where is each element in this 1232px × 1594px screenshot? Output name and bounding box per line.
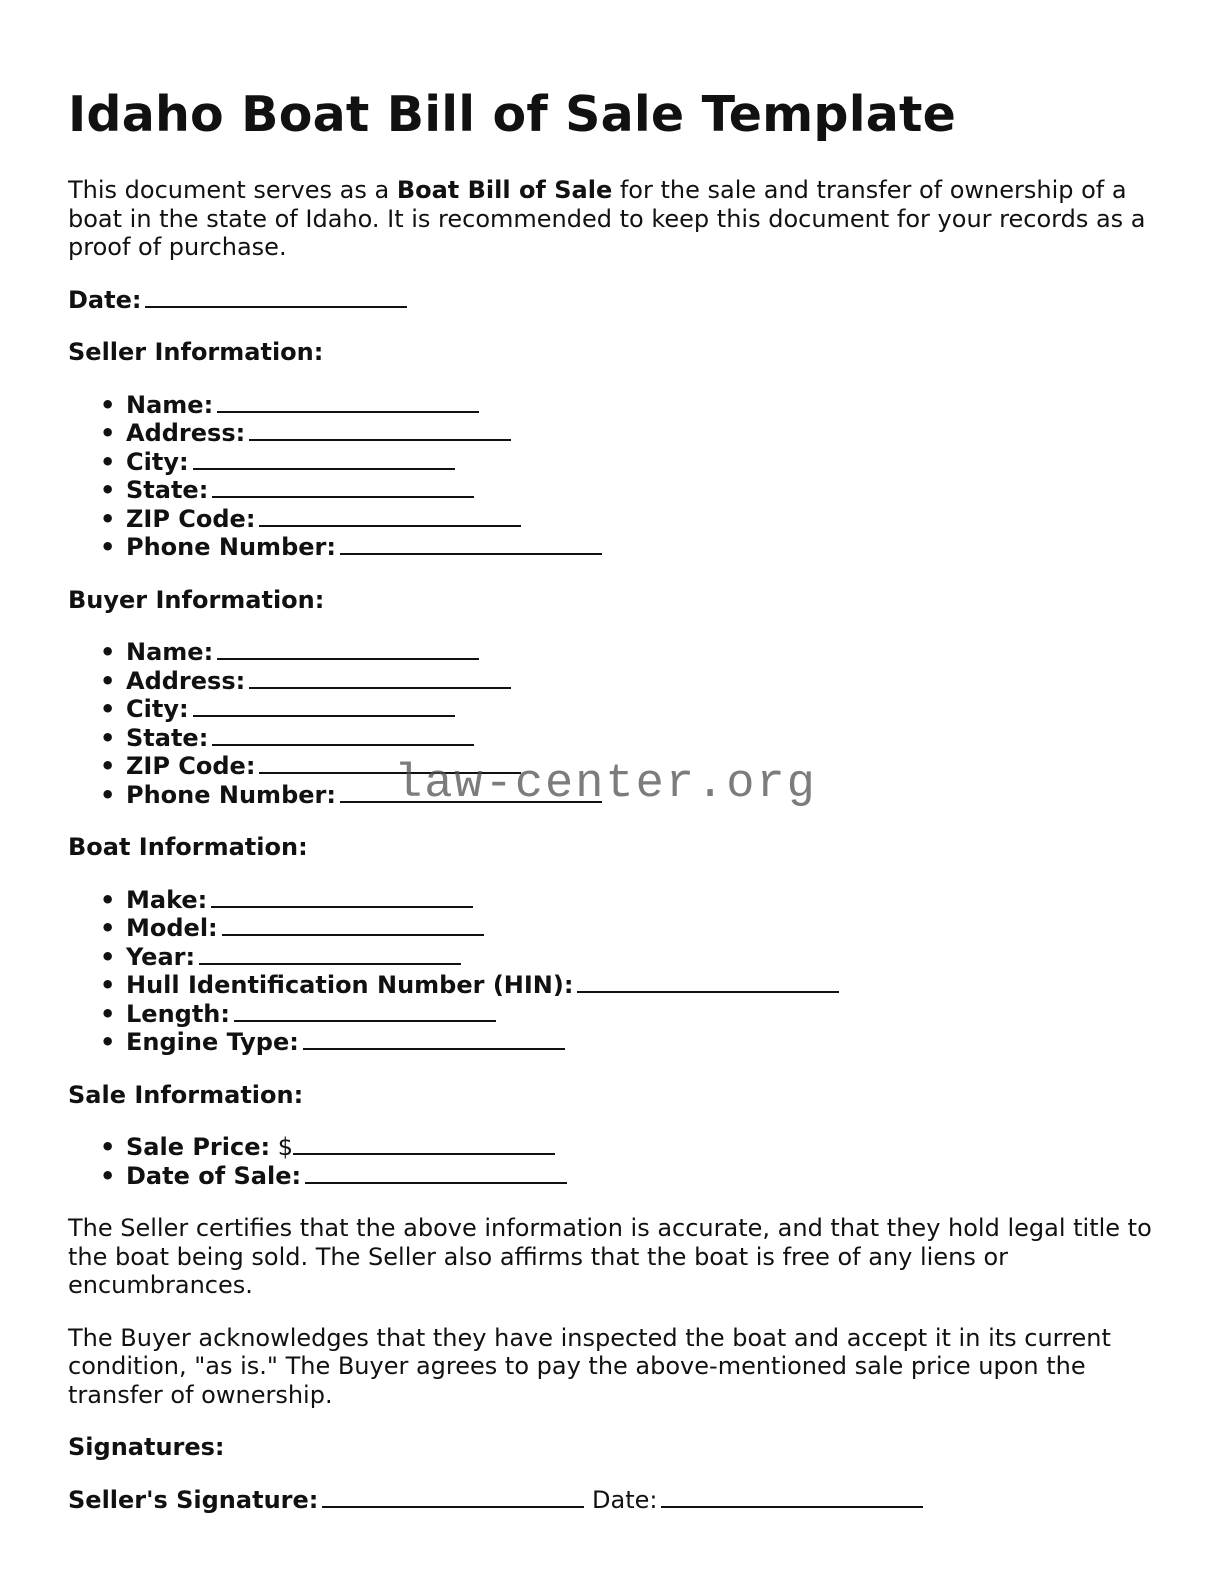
list-item — [68, 1000, 1168, 1029]
boat-heading: Boat Information: — [68, 833, 308, 861]
boat-engine-blank[interactable] — [303, 1030, 565, 1050]
bullet-icon: • — [100, 971, 116, 999]
seller-state-blank[interactable] — [212, 478, 474, 498]
bullet-icon: • — [100, 752, 116, 780]
bullet-icon: • — [100, 999, 116, 1028]
list-item — [68, 943, 1168, 972]
bullet-icon: • — [100, 1133, 116, 1161]
list-item — [68, 724, 1168, 753]
buyer-fields-list — [68, 638, 1168, 809]
document-page — [68, 84, 1168, 1538]
list-item — [68, 1133, 1168, 1162]
intro-text-start: This document serves as a — [68, 176, 397, 204]
sale-fields-list — [68, 1133, 1168, 1190]
seller-signature-line — [68, 1486, 1168, 1515]
boat-hin-blank[interactable] — [577, 973, 839, 993]
date-label: Date: — [68, 285, 142, 314]
bullet-icon: • — [100, 419, 116, 447]
bullet-icon: • — [100, 1028, 116, 1056]
bullet-icon: • — [100, 666, 116, 695]
list-item — [68, 1162, 1168, 1191]
buyer-address-blank[interactable] — [249, 669, 511, 689]
boat-engine-label: Engine Type: — [126, 1028, 299, 1056]
seller-address-label: Address: — [126, 419, 246, 447]
seller-phone-blank[interactable] — [340, 535, 602, 555]
list-item — [68, 419, 1168, 448]
list-item — [68, 695, 1168, 724]
bullet-icon: • — [100, 390, 116, 419]
bullet-icon: • — [100, 723, 116, 752]
buyer-phone-blank[interactable] — [340, 783, 602, 803]
buyer-city-label: City: — [126, 695, 189, 723]
buyer-zip-label: ZIP Code: — [126, 752, 256, 780]
bullet-icon: • — [100, 533, 116, 561]
bullet-icon: • — [100, 476, 116, 504]
seller-name-blank[interactable] — [217, 393, 479, 413]
list-item — [68, 533, 1168, 562]
date-of-sale-label: Date of Sale: — [126, 1161, 302, 1190]
boat-model-blank[interactable] — [222, 916, 484, 936]
buyer-state-label: State: — [126, 723, 209, 752]
buyer-state-blank[interactable] — [212, 726, 474, 746]
bullet-icon: • — [100, 695, 116, 723]
list-item — [68, 1028, 1168, 1057]
intro-text-bold: Boat Bill of Sale — [396, 176, 613, 204]
buyer-city-blank[interactable] — [193, 697, 455, 717]
list-item — [68, 971, 1168, 1000]
bullet-icon: • — [100, 504, 116, 533]
intro-paragraph — [68, 176, 1168, 262]
list-item — [68, 638, 1168, 667]
list-item — [68, 505, 1168, 534]
seller-signature-label: Seller's Signature: — [68, 1485, 319, 1514]
seller-zip-blank[interactable] — [259, 507, 521, 527]
seller-phone-label: Phone Number: — [126, 533, 336, 561]
seller-name-label: Name: — [126, 390, 214, 419]
signatures-heading: Signatures: — [68, 1433, 225, 1461]
seller-state-label: State: — [126, 476, 209, 504]
list-item — [68, 886, 1168, 915]
bullet-icon: • — [100, 1161, 116, 1190]
list-item — [68, 667, 1168, 696]
bullet-icon: • — [100, 638, 116, 666]
list-item — [68, 476, 1168, 505]
list-item — [68, 914, 1168, 943]
seller-address-blank[interactable] — [249, 421, 511, 441]
seller-signature-blank[interactable] — [322, 1488, 584, 1508]
boat-year-label: Year: — [126, 942, 196, 971]
boat-make-label: Make: — [126, 885, 208, 914]
seller-city-blank[interactable] — [193, 450, 455, 470]
signature-date-blank[interactable] — [661, 1488, 923, 1508]
boat-hin-label: Hull Identification Number (HIN): — [126, 971, 574, 999]
list-item — [68, 752, 1168, 781]
list-item — [68, 781, 1168, 810]
date-of-sale-blank[interactable] — [305, 1164, 567, 1184]
boat-model-label: Model: — [126, 914, 218, 942]
list-item — [68, 448, 1168, 477]
boat-fields-list — [68, 886, 1168, 1057]
boat-length-blank[interactable] — [234, 1002, 496, 1022]
buyer-phone-label: Phone Number: — [126, 780, 336, 809]
boat-length-label: Length: — [126, 999, 230, 1028]
buyer-heading: Buyer Information: — [68, 585, 325, 614]
sale-price-label: Sale Price: — [126, 1133, 271, 1161]
sale-price-blank[interactable] — [293, 1135, 555, 1155]
list-item — [68, 391, 1168, 420]
buyer-name-label: Name: — [126, 638, 214, 666]
bullet-icon: • — [100, 447, 116, 476]
sale-heading: Sale Information: — [68, 1080, 304, 1109]
date-blank[interactable] — [145, 288, 407, 308]
page-title: Idaho Boat Bill of Sale Template — [68, 86, 957, 143]
bullet-icon: • — [100, 780, 116, 809]
currency-symbol: $ — [277, 1133, 294, 1161]
bullet-icon: • — [100, 885, 116, 914]
boat-year-blank[interactable] — [199, 945, 461, 965]
buyer-address-label: Address: — [126, 666, 246, 695]
seller-city-label: City: — [126, 447, 189, 476]
boat-make-blank[interactable] — [211, 888, 473, 908]
date-line — [68, 286, 1168, 315]
seller-certification-paragraph: The Seller certifies that the above information is accurate, and that they hold legal title to the boat being sold. The Seller also affirms that the boat is free of any liens or encumbrances. — [68, 1214, 1152, 1299]
bullet-icon: • — [100, 914, 116, 942]
buyer-zip-blank[interactable] — [259, 754, 521, 774]
seller-heading: Seller Information: — [68, 338, 324, 366]
seller-fields-list — [68, 391, 1168, 562]
buyer-name-blank[interactable] — [217, 640, 479, 660]
seller-zip-label: ZIP Code: — [126, 504, 256, 533]
signature-date-label: Date: — [592, 1485, 658, 1514]
watermark-text: law-center.org — [394, 758, 817, 811]
buyer-acknowledgement-paragraph: The Buyer acknowledges that they have inspected the boat and accept it in its current condition, "as is." The Buyer agrees to pay the above-mentioned sale price upon the transfer of ownership. — [68, 1323, 1111, 1409]
intro-text-end: for the sale and transfer of ownership of a boat in the state of Idaho. It is recommended to keep this document for your records as a proof of purchase. — [68, 176, 1146, 261]
bullet-icon: • — [100, 942, 116, 971]
